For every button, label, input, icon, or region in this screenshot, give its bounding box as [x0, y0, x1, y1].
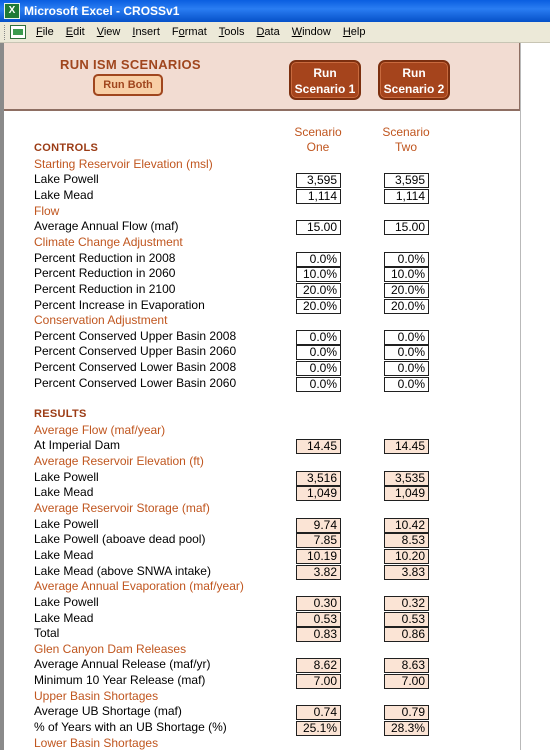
section-title-results: RESULTS [34, 408, 87, 420]
subsection-heading: Average Reservoir Storage (maf) [34, 501, 210, 515]
subsection-heading: Average Reservoir Elevation (ft) [34, 454, 204, 468]
scenario-one-cell[interactable]: 8.62 [296, 658, 341, 673]
subsection-heading: Upper Basin Shortages [34, 689, 159, 703]
run-scenario-1-label-line2: Scenario 1 [294, 82, 356, 96]
scenario-two-cell[interactable]: 0.0% [384, 377, 429, 392]
toolbar-grip[interactable] [4, 25, 7, 40]
scenario-two-cell[interactable]: 7.00 [384, 674, 429, 689]
row-label: Percent Conserved Lower Basin 2060 [34, 376, 237, 390]
row-label: Percent Reduction in 2100 [34, 282, 176, 296]
menu-data[interactable]: Data [256, 26, 280, 38]
scenario-one-cell[interactable]: 9.74 [296, 518, 341, 533]
menu-format[interactable]: Format [171, 26, 207, 38]
section-title-controls: CONTROLS [34, 142, 99, 154]
title-bar [0, 0, 550, 22]
scenario-two-cell[interactable]: 1,049 [384, 486, 429, 501]
scenario-two-cell[interactable]: 20.0% [384, 299, 429, 314]
scenario-one-cell[interactable]: 15.00 [296, 220, 341, 235]
scenario-two-cell[interactable]: 0.32 [384, 596, 429, 611]
scenario-two-cell[interactable]: 15.00 [384, 220, 429, 235]
scenario-two-cell[interactable]: 8.53 [384, 533, 429, 548]
scenario-two-cell[interactable]: 14.45 [384, 439, 429, 454]
run-scenario-2-label-line1: Run [402, 66, 426, 80]
scenario-two-cell[interactable]: 3,595 [384, 173, 429, 188]
run-both-button[interactable]: Run Both [93, 74, 163, 96]
menu-help[interactable]: Help [342, 26, 366, 38]
panel-title: RUN ISM SCENARIOS [60, 57, 201, 72]
scenario-two-cell[interactable]: 0.79 [384, 705, 429, 720]
menu-edit[interactable]: Edit [65, 26, 85, 38]
row-label: Percent Increase in Evaporation [34, 298, 205, 312]
scenario-one-cell[interactable]: 1,049 [296, 486, 341, 501]
run-scenario-1-button[interactable] [289, 60, 361, 100]
row-label: Percent Conserved Upper Basin 2060 [34, 344, 237, 358]
scenario-one-cell[interactable]: 3.82 [296, 565, 341, 580]
window-title: Microsoft Excel - CROSSv1 [24, 4, 180, 18]
menu-file[interactable]: File [36, 26, 54, 38]
workbook-icon[interactable] [10, 25, 26, 39]
subsection-heading: Conservation Adjustment [34, 313, 168, 327]
scenario-two-cell[interactable]: 3,535 [384, 471, 429, 486]
scenario-one-cell[interactable]: 25.1% [296, 721, 341, 736]
scenario-two-cell[interactable]: 0.0% [384, 330, 429, 345]
column-header-scenario-one [288, 125, 348, 155]
row-label: Minimum 10 Year Release (maf) [34, 673, 206, 687]
row-label: Percent Reduction in 2060 [34, 266, 176, 280]
row-label: Total [34, 626, 60, 640]
row-label: Lake Powell (aboave dead pool) [34, 532, 206, 546]
scenario-one-cell[interactable]: 0.0% [296, 361, 341, 376]
subsection-heading: Flow [34, 204, 60, 218]
row-label: Lake Mead [34, 188, 94, 202]
scenario-one-cell[interactable]: 0.83 [296, 627, 341, 642]
excel-icon: X [4, 3, 20, 19]
row-label: Percent Conserved Lower Basin 2008 [34, 360, 237, 374]
run-scenario-2-label-line2: Scenario 2 [383, 82, 445, 96]
scenario-two-cell[interactable]: 10.0% [384, 267, 429, 282]
scenario-one-cell[interactable]: 14.45 [296, 439, 341, 454]
scenario-one-cell[interactable]: 10.19 [296, 549, 341, 564]
scenario-two-cell[interactable]: 20.0% [384, 283, 429, 298]
scenario-two-cell[interactable]: 10.42 [384, 518, 429, 533]
scenario-one-cell[interactable]: 0.0% [296, 345, 341, 360]
menu-bar [0, 22, 550, 43]
scenario-one-cell[interactable]: 0.30 [296, 596, 341, 611]
row-label: Lake Mead [34, 485, 94, 499]
menu-insert[interactable]: Insert [132, 26, 160, 38]
row-label: Lake Powell [34, 595, 99, 609]
scenario-two-cell[interactable]: 0.86 [384, 627, 429, 642]
scenario-two-cell[interactable]: 0.53 [384, 612, 429, 627]
menu-window[interactable]: Window [291, 26, 331, 38]
scenario-two-cell[interactable]: 0.0% [384, 345, 429, 360]
scenario-two-cell[interactable]: 3.83 [384, 565, 429, 580]
column-header-line: Scenario [382, 125, 430, 139]
scenario-one-cell[interactable]: 0.0% [296, 330, 341, 345]
subsection-heading: Climate Change Adjustment [34, 235, 183, 249]
subsection-heading: Glen Canyon Dam Releases [34, 642, 187, 656]
scenario-one-cell[interactable]: 0.0% [296, 377, 341, 392]
scenario-one-cell[interactable]: 3,516 [296, 471, 341, 486]
row-label: Average UB Shortage (maf) [34, 704, 182, 718]
scenario-one-cell[interactable]: 1,114 [296, 189, 341, 204]
row-label: Percent Conserved Upper Basin 2008 [34, 329, 237, 343]
menu-tools[interactable]: Tools [218, 26, 245, 38]
scenario-two-cell[interactable]: 0.0% [384, 361, 429, 376]
row-label: Lake Powell [34, 172, 99, 186]
scenario-one-cell[interactable]: 0.74 [296, 705, 341, 720]
row-label: Lake Mead [34, 548, 94, 562]
scenario-two-cell[interactable]: 0.0% [384, 252, 429, 267]
sheet-right-area[interactable] [520, 43, 550, 750]
column-header-line: Scenario [294, 125, 342, 139]
scenario-one-cell[interactable]: 3,595 [296, 173, 341, 188]
menu-view[interactable]: View [96, 26, 121, 38]
column-header-line: Two [394, 140, 417, 154]
scenario-two-cell[interactable]: 8.63 [384, 658, 429, 673]
scenario-one-cell[interactable]: 0.53 [296, 612, 341, 627]
row-label: At Imperial Dam [34, 438, 121, 452]
run-scenario-2-button[interactable] [378, 60, 450, 100]
column-header-line: One [306, 140, 330, 154]
row-label: Lake Mead (above SNWA intake) [34, 564, 211, 578]
row-label: Average Annual Release (maf/yr) [34, 657, 211, 671]
column-header-scenario-two [376, 125, 436, 155]
row-label: Average Annual Flow (maf) [34, 219, 179, 233]
row-label: Lake Powell [34, 470, 99, 484]
scenario-one-cell[interactable]: 7.00 [296, 674, 341, 689]
control-panel [4, 43, 520, 111]
run-scenario-1-label-line1: Run [313, 66, 337, 80]
scenario-one-cell[interactable]: 10.0% [296, 267, 341, 282]
subsection-heading: Average Annual Evaporation (maf/year) [34, 579, 244, 593]
row-label: Lake Mead [34, 611, 94, 625]
subsection-heading: Average Flow (maf/year) [34, 423, 166, 437]
row-label: Percent Reduction in 2008 [34, 251, 176, 265]
scenario-one-cell[interactable]: 20.0% [296, 299, 341, 314]
scenario-two-cell[interactable]: 10.20 [384, 549, 429, 564]
scenario-one-cell[interactable]: 20.0% [296, 283, 341, 298]
scenario-two-cell[interactable]: 1,114 [384, 189, 429, 204]
row-label: Lake Powell [34, 517, 99, 531]
scenario-one-cell[interactable]: 7.85 [296, 533, 341, 548]
scenario-two-cell[interactable]: 28.3% [384, 721, 429, 736]
subsection-heading: Starting Reservoir Elevation (msl) [34, 157, 213, 171]
row-label: % of Years with an UB Shortage (%) [34, 720, 227, 734]
scenario-one-cell[interactable]: 0.0% [296, 252, 341, 267]
sheet-left-border [0, 43, 4, 750]
subsection-heading: Lower Basin Shortages [34, 736, 159, 750]
